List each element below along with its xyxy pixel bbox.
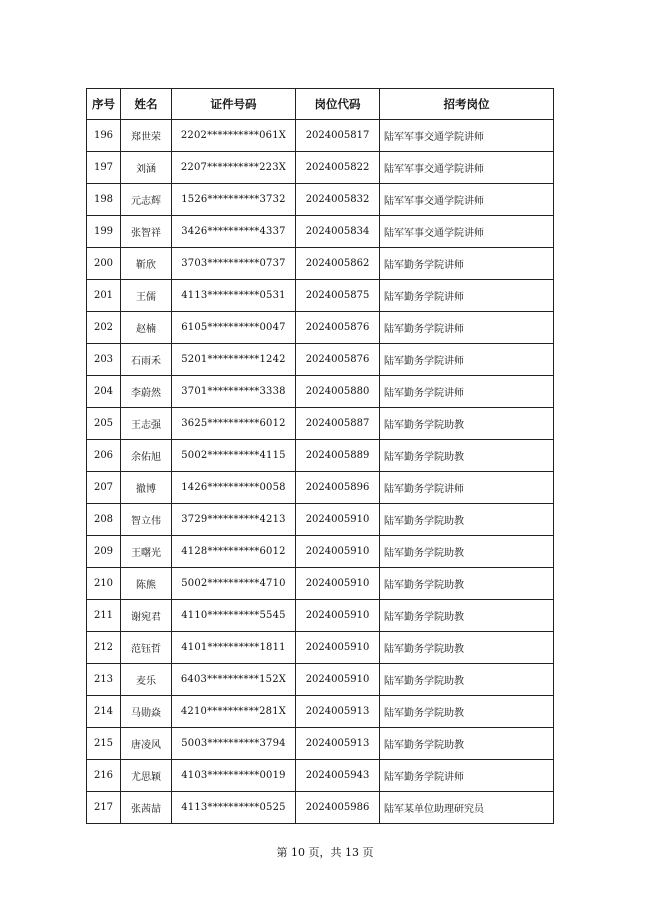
- table-body: [87, 120, 554, 824]
- cell-position: 陆军军事交通学院讲师: [380, 152, 554, 184]
- table-row: [87, 536, 554, 568]
- cell-id-number: 3729**********4213: [172, 504, 296, 536]
- cell-name: 余佑旭: [121, 440, 172, 472]
- cell-name: 郑世荣: [121, 120, 172, 152]
- cell-index: 212: [87, 632, 121, 664]
- cell-name: 李蔚然: [121, 376, 172, 408]
- cell-name: 张智祥: [121, 216, 172, 248]
- cell-position: 陆军勤务学院助教: [380, 600, 554, 632]
- cell-position-code: 2024005896: [296, 472, 380, 504]
- cell-index: 196: [87, 120, 121, 152]
- cell-name: 撤博: [121, 472, 172, 504]
- cell-position: 陆军勤务学院讲师: [380, 312, 554, 344]
- cell-position-code: 2024005910: [296, 536, 380, 568]
- cell-index: 208: [87, 504, 121, 536]
- cell-position: 陆军勤务学院讲师: [380, 760, 554, 792]
- cell-index: 209: [87, 536, 121, 568]
- cell-name: 王曙光: [121, 536, 172, 568]
- cell-position-code: 2024005910: [296, 504, 380, 536]
- table-row: [87, 376, 554, 408]
- cell-name: 谢宛君: [121, 600, 172, 632]
- cell-index: 206: [87, 440, 121, 472]
- cell-position-code: 2024005834: [296, 216, 380, 248]
- cell-position-code: 2024005832: [296, 184, 380, 216]
- cell-position-code: 2024005887: [296, 408, 380, 440]
- cell-position: 陆军勤务学院助教: [380, 664, 554, 696]
- table-row: [87, 248, 554, 280]
- cell-index: 199: [87, 216, 121, 248]
- cell-position-code: 2024005943: [296, 760, 380, 792]
- cell-index: 211: [87, 600, 121, 632]
- cell-id-number: 4101**********1811: [172, 632, 296, 664]
- cell-position: 陆军军事交通学院讲师: [380, 216, 554, 248]
- cell-position: 陆军勤务学院助教: [380, 728, 554, 760]
- table-row: [87, 696, 554, 728]
- cell-name: 石雨禾: [121, 344, 172, 376]
- cell-position: 陆军勤务学院讲师: [380, 248, 554, 280]
- cell-position-code: 2024005817: [296, 120, 380, 152]
- cell-position-code: 2024005910: [296, 568, 380, 600]
- cell-id-number: 4110**********5545: [172, 600, 296, 632]
- table-row: [87, 504, 554, 536]
- cell-position: 陆军勤务学院助教: [380, 536, 554, 568]
- cell-position: 陆军勤务学院助教: [380, 568, 554, 600]
- table-row: [87, 344, 554, 376]
- table-row: [87, 472, 554, 504]
- cell-index: 203: [87, 344, 121, 376]
- cell-name: 王志强: [121, 408, 172, 440]
- cell-position: 陆军勤务学院助教: [380, 408, 554, 440]
- cell-position-code: 2024005913: [296, 728, 380, 760]
- cell-name: 元志辉: [121, 184, 172, 216]
- cell-index: 214: [87, 696, 121, 728]
- page-number: 第 10 页，共 13 页: [276, 846, 374, 859]
- header-position-code: 岗位代码: [296, 89, 380, 120]
- table-row: [87, 632, 554, 664]
- cell-index: 210: [87, 568, 121, 600]
- cell-position: 陆军勤务学院助教: [380, 632, 554, 664]
- table-header: [87, 89, 554, 120]
- header-position: 招考岗位: [380, 89, 554, 120]
- cell-position-code: 2024005910: [296, 664, 380, 696]
- cell-position: 陆军勤务学院讲师: [380, 280, 554, 312]
- cell-position-code: 2024005876: [296, 344, 380, 376]
- cell-id-number: 4103**********0019: [172, 760, 296, 792]
- cell-position-code: 2024005822: [296, 152, 380, 184]
- cell-name: 张茜喆: [121, 792, 172, 824]
- cell-id-number: 1526**********3732: [172, 184, 296, 216]
- cell-id-number: 5002**********4115: [172, 440, 296, 472]
- cell-id-number: 5002**********4710: [172, 568, 296, 600]
- cell-index: 204: [87, 376, 121, 408]
- cell-position-code: 2024005913: [296, 696, 380, 728]
- cell-position-code: 2024005910: [296, 600, 380, 632]
- cell-index: 200: [87, 248, 121, 280]
- cell-id-number: 6403**********152X: [172, 664, 296, 696]
- cell-position: 陆军勤务学院助教: [380, 440, 554, 472]
- cell-index: 207: [87, 472, 121, 504]
- cell-index: 201: [87, 280, 121, 312]
- header-name: 姓名: [121, 89, 172, 120]
- table-row: [87, 152, 554, 184]
- cell-name: 王儒: [121, 280, 172, 312]
- table-row: [87, 792, 554, 824]
- cell-position-code: 2024005910: [296, 632, 380, 664]
- header-index: 序号: [87, 89, 121, 120]
- cell-id-number: 6105**********0047: [172, 312, 296, 344]
- cell-position: 陆军勤务学院讲师: [380, 472, 554, 504]
- cell-name: 尤思颖: [121, 760, 172, 792]
- cell-id-number: 3703**********0737: [172, 248, 296, 280]
- cell-index: 213: [87, 664, 121, 696]
- table-row: [87, 408, 554, 440]
- cell-position: 陆军军事交通学院讲师: [380, 120, 554, 152]
- cell-id-number: 4210**********281X: [172, 696, 296, 728]
- header-id-number: 证件号码: [172, 89, 296, 120]
- cell-index: 198: [87, 184, 121, 216]
- cell-id-number: 4113**********0525: [172, 792, 296, 824]
- cell-position: 陆军勤务学院讲师: [380, 344, 554, 376]
- cell-name: 麦乐: [121, 664, 172, 696]
- cell-index: 197: [87, 152, 121, 184]
- candidate-table: [86, 88, 554, 824]
- cell-position-code: 2024005880: [296, 376, 380, 408]
- header-row: [87, 89, 554, 120]
- table-row: [87, 216, 554, 248]
- cell-position: 陆军军事交通学院讲师: [380, 184, 554, 216]
- cell-id-number: 1426**********0058: [172, 472, 296, 504]
- table-row: [87, 440, 554, 472]
- cell-name: 智立伟: [121, 504, 172, 536]
- cell-index: 215: [87, 728, 121, 760]
- cell-id-number: 3426**********4337: [172, 216, 296, 248]
- cell-id-number: 4113**********0531: [172, 280, 296, 312]
- cell-index: 202: [87, 312, 121, 344]
- cell-index: 216: [87, 760, 121, 792]
- table-row: [87, 120, 554, 152]
- cell-name: 唐凌风: [121, 728, 172, 760]
- cell-id-number: 3625**********6012: [172, 408, 296, 440]
- cell-id-number: 4128**********6012: [172, 536, 296, 568]
- cell-position: 陆军某单位助理研究员: [380, 792, 554, 824]
- cell-index: 205: [87, 408, 121, 440]
- cell-position: 陆军勤务学院助教: [380, 504, 554, 536]
- table-row: [87, 760, 554, 792]
- cell-position-code: 2024005986: [296, 792, 380, 824]
- cell-id-number: 5003**********3794: [172, 728, 296, 760]
- cell-name: 刘涵: [121, 152, 172, 184]
- cell-position-code: 2024005875: [296, 280, 380, 312]
- cell-name: 范钰哲: [121, 632, 172, 664]
- cell-position: 陆军勤务学院讲师: [380, 376, 554, 408]
- cell-position-code: 2024005889: [296, 440, 380, 472]
- table-row: [87, 184, 554, 216]
- cell-name: 靳欣: [121, 248, 172, 280]
- table-row: [87, 568, 554, 600]
- table-row: [87, 312, 554, 344]
- cell-id-number: 2202**********061X: [172, 120, 296, 152]
- cell-position-code: 2024005876: [296, 312, 380, 344]
- cell-id-number: 5201**********1242: [172, 344, 296, 376]
- cell-index: 217: [87, 792, 121, 824]
- cell-name: 陈熊: [121, 568, 172, 600]
- cell-position: 陆军勤务学院助教: [380, 696, 554, 728]
- table-row: [87, 600, 554, 632]
- cell-name: 马勋焱: [121, 696, 172, 728]
- cell-name: 赵楠: [121, 312, 172, 344]
- table-row: [87, 728, 554, 760]
- table-row: [87, 280, 554, 312]
- table-row: [87, 664, 554, 696]
- cell-id-number: 2207**********223X: [172, 152, 296, 184]
- cell-id-number: 3701**********3338: [172, 376, 296, 408]
- cell-position-code: 2024005862: [296, 248, 380, 280]
